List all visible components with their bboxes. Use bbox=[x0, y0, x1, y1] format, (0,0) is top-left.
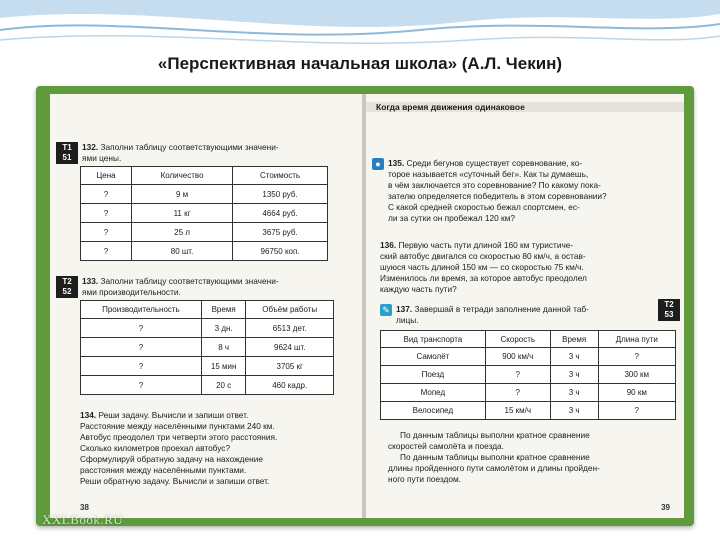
badge-bottom: 52 bbox=[62, 287, 72, 296]
task-134-line: Автобус преодолел три четверти этого расстояния. bbox=[80, 432, 278, 442]
table-cell: 25 л bbox=[132, 223, 233, 242]
table-cell: 15 км/ч bbox=[485, 402, 550, 420]
task-135-line: торое называется «суточный бег». Как ты думаешь, bbox=[388, 169, 589, 179]
task-132-text-line2: ями цены. bbox=[82, 153, 122, 163]
task-133-text bbox=[82, 276, 279, 287]
task-text-line: Заполни таблицу соответствующими значени- bbox=[100, 142, 279, 152]
table-header: Цена bbox=[81, 167, 132, 185]
table-header: Время bbox=[201, 301, 246, 319]
table-header: Скорость bbox=[485, 331, 550, 348]
task-135-line: ли за сутки он пробежал 120 км? bbox=[388, 213, 515, 223]
table-cell: 3 ч bbox=[550, 366, 598, 384]
task-137-text bbox=[396, 304, 589, 315]
table-cell: ? bbox=[81, 338, 202, 357]
table-cell: Самолёт bbox=[381, 348, 486, 366]
slide-title: «Перспективная начальная школа» (А.Л. Чекин) bbox=[157, 54, 563, 73]
task-134-line: расстояния между населёнными пунктами. bbox=[80, 465, 247, 475]
task-number: 134. bbox=[80, 410, 97, 420]
task-137-after-line: длины пройденного пути самолётом и длины пройден- bbox=[388, 463, 600, 473]
right-page bbox=[366, 94, 684, 518]
task-text-line: Реши задачу. Вычисли и запиши ответ. bbox=[98, 410, 249, 420]
badge-bottom: 51 bbox=[62, 153, 72, 162]
task-number: 136. bbox=[380, 240, 397, 250]
runner-icon: ● bbox=[372, 158, 384, 170]
task-137-badge bbox=[658, 299, 680, 321]
pencil-icon: ✎ bbox=[380, 304, 392, 316]
badge-top: Т2 bbox=[62, 277, 72, 286]
table-cell: ? bbox=[485, 366, 550, 384]
table-cell: Мопед bbox=[381, 384, 486, 402]
table-cell: 90 км bbox=[598, 384, 675, 402]
table-cell: 4664 руб. bbox=[233, 204, 328, 223]
table-cell: Велосипед bbox=[381, 402, 486, 420]
table-cell: ? bbox=[81, 185, 132, 204]
left-page bbox=[50, 94, 362, 518]
badge-top: Т1 bbox=[62, 143, 72, 152]
table-cell: 1350 руб. bbox=[233, 185, 328, 204]
table-header: Объём работы bbox=[246, 301, 334, 319]
task-132-text bbox=[82, 142, 279, 153]
task-136-line: каждую часть пути? bbox=[380, 284, 457, 294]
table-cell: 6513 дет. bbox=[246, 319, 334, 338]
table-header: Производительность bbox=[81, 301, 202, 319]
table-header: Стоимость bbox=[233, 167, 328, 185]
task-136-line: Изменилось ли время, за которое автобус преодолел bbox=[380, 273, 587, 283]
task-text-line: Заполни таблицу соответствующими значени- bbox=[100, 276, 279, 286]
task-text-line: Среди бегунов существует соревнование, ко- bbox=[406, 158, 583, 168]
task-136-line: ский автобус двигался со скоростью 80 км/ч, а остав- bbox=[380, 251, 586, 261]
table-cell: ? bbox=[81, 242, 132, 261]
watermark: XXLBook.RU bbox=[42, 512, 124, 527]
table-cell: ? bbox=[81, 204, 132, 223]
task-number: 137. bbox=[396, 304, 413, 314]
task-number: 133. bbox=[82, 276, 99, 286]
table-cell: 3705 кг bbox=[246, 357, 334, 376]
table-cell: 96750 коп. bbox=[233, 242, 328, 261]
table-cell: 15 мин bbox=[201, 357, 246, 376]
task-137-text-line2: лицы. bbox=[396, 315, 419, 325]
table-cell: 3 ч bbox=[550, 384, 598, 402]
table-cell: ? bbox=[81, 223, 132, 242]
task-135-line: зателю определяется победитель в этом соревновании? bbox=[388, 191, 607, 201]
table-133 bbox=[80, 300, 334, 395]
task-number: 132. bbox=[82, 142, 99, 152]
task-132-badge bbox=[56, 142, 78, 164]
table-cell: ? bbox=[485, 384, 550, 402]
task-137-after-line: По данным таблицы выполни кратное сравнение bbox=[400, 452, 590, 462]
table-cell: 3675 руб. bbox=[233, 223, 328, 242]
task-133-badge bbox=[56, 276, 78, 298]
table-cell: 11 кг bbox=[132, 204, 233, 223]
table-cell: 3 дн. bbox=[201, 319, 246, 338]
table-cell: 80 шт. bbox=[132, 242, 233, 261]
table-cell: 8 ч bbox=[201, 338, 246, 357]
table-cell: Поезд bbox=[381, 366, 486, 384]
table-cell: 900 км/ч bbox=[485, 348, 550, 366]
table-137 bbox=[380, 330, 676, 420]
task-137-after-line: По данным таблицы выполни кратное сравнение bbox=[400, 430, 590, 440]
badge-bottom: 53 bbox=[664, 310, 674, 319]
task-text-line: Первую часть пути длиной 160 км туристиче- bbox=[398, 240, 574, 250]
table-cell: 3 ч bbox=[550, 348, 598, 366]
task-136-line: шуюся часть длиной 150 км — со скоростью 75 км/ч. bbox=[380, 262, 584, 272]
task-136-line bbox=[380, 240, 573, 251]
textbook-photo bbox=[36, 86, 694, 526]
page-number-right: 39 bbox=[661, 503, 670, 512]
table-cell: 3 ч bbox=[550, 402, 598, 420]
table-cell: ? bbox=[598, 348, 675, 366]
task-134-line: Расстояние между населёнными пунктами 240 км. bbox=[80, 421, 275, 431]
badge-top: Т2 bbox=[664, 300, 674, 309]
task-135-line: в чём заключается это соревнование? По какому пока- bbox=[388, 180, 601, 190]
task-134-line: Сформулируй обратную задачу на нахождение bbox=[80, 454, 263, 464]
table-cell: 20 с bbox=[201, 376, 246, 395]
table-cell: ? bbox=[81, 319, 202, 338]
table-cell: ? bbox=[81, 376, 202, 395]
table-cell: 300 км bbox=[598, 366, 675, 384]
task-number: 135. bbox=[388, 158, 405, 168]
table-cell: ? bbox=[81, 357, 202, 376]
section-header: Когда время движения одинаковое bbox=[376, 102, 525, 112]
page-number-left: 38 bbox=[80, 503, 89, 512]
task-text-line: Завершай в тетради заполнение данной таб- bbox=[414, 304, 589, 314]
table-header: Количество bbox=[132, 167, 233, 185]
table-cell: 460 кадр. bbox=[246, 376, 334, 395]
table-header: Вид транспорта bbox=[381, 331, 486, 348]
table-cell: ? bbox=[598, 402, 675, 420]
task-137-after-line: ного пути поездом. bbox=[388, 474, 461, 484]
task-135-line bbox=[388, 158, 582, 169]
table-132 bbox=[80, 166, 328, 261]
task-134-line bbox=[80, 410, 248, 421]
task-133-text-line2: ями производительности. bbox=[82, 287, 181, 297]
task-137-after-line: скоростей самолёта и поезда. bbox=[388, 441, 504, 451]
table-header: Длина пути bbox=[598, 331, 675, 348]
table-cell: 9624 шт. bbox=[246, 338, 334, 357]
table-header: Время bbox=[550, 331, 598, 348]
task-135-line: С какой средней скоростью бежал спортсмен, ес- bbox=[388, 202, 580, 212]
table-cell: 9 м bbox=[132, 185, 233, 204]
task-134-line: Сколько километров проехал автобус? bbox=[80, 443, 231, 453]
task-134-line: Реши обратную задачу. Вычисли и запиши ответ. bbox=[80, 476, 270, 486]
